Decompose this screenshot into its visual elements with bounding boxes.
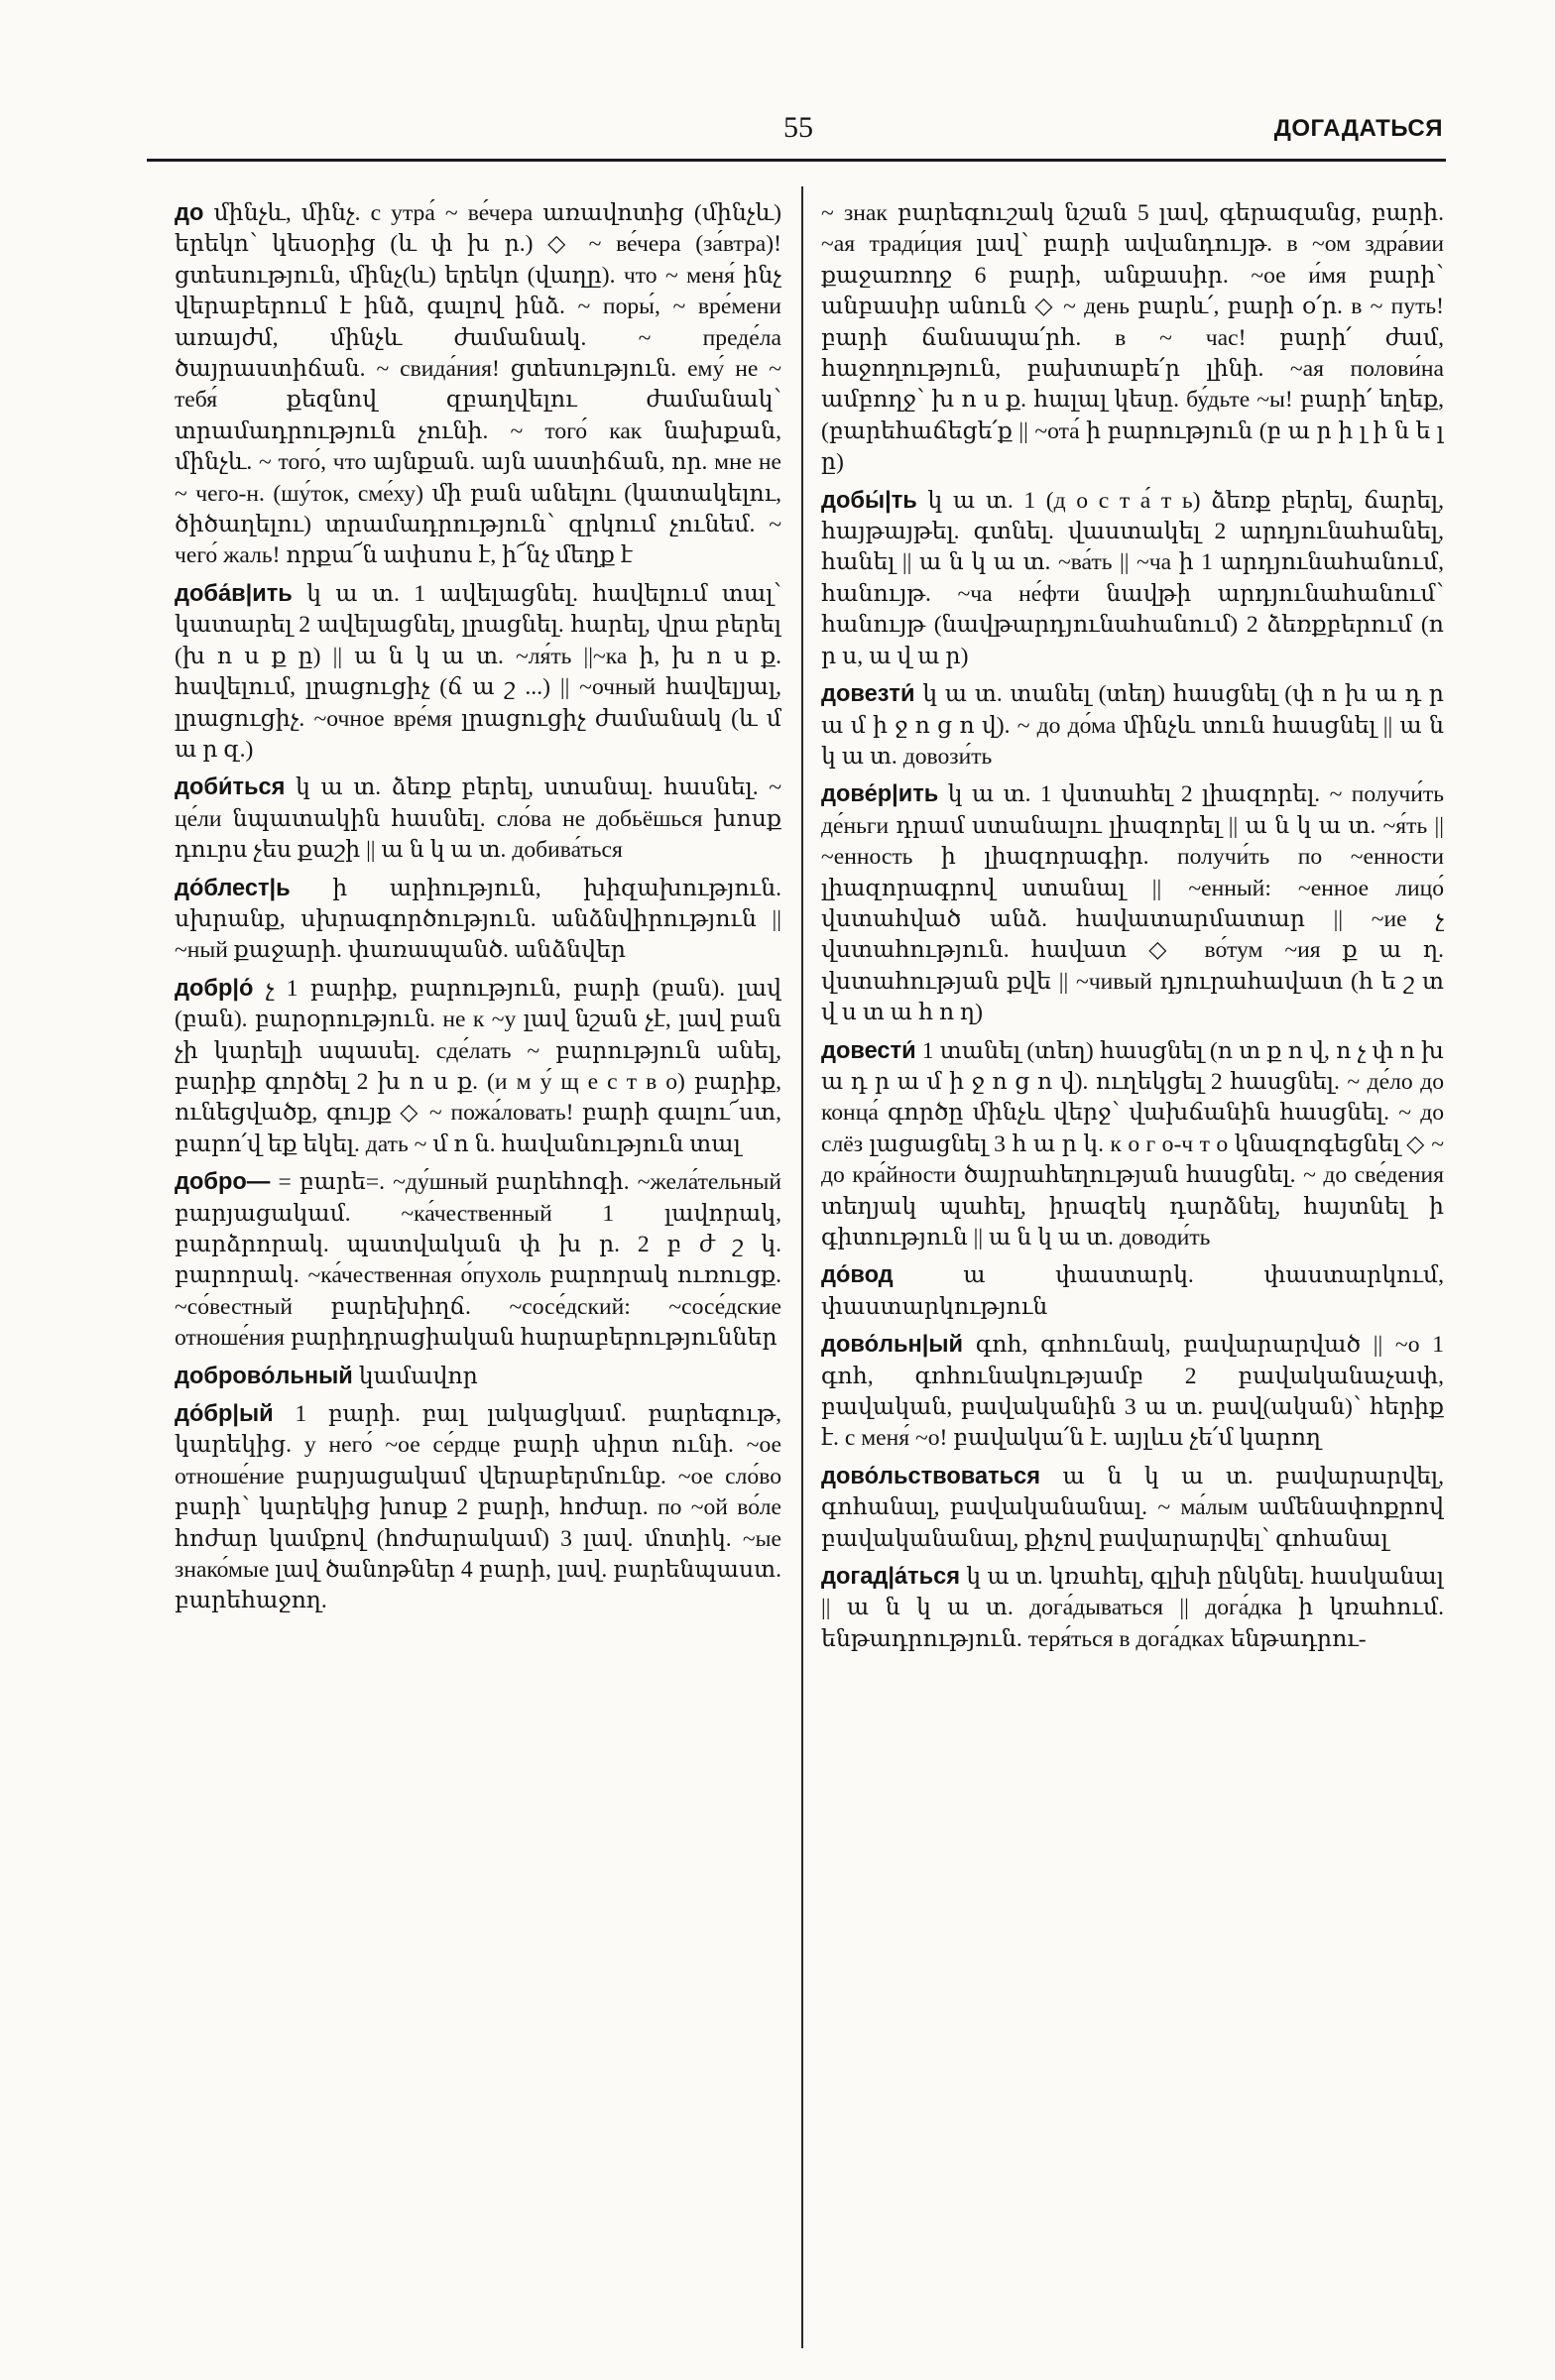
entry-headword: до́бр|ый — [175, 1401, 274, 1428]
dictionary-entry — [821, 1562, 1444, 1655]
left-column — [175, 198, 781, 2360]
entry-definition: կ ա տ. 1 ավելացնել. հավելում տալ՝ կատարել 2 ավելացնել, լրացնել. հարել, վրա բերել (խ ո ս ք ը) || ա ն կ ա տ. ~ля́ть ||~ка ի, խ ո ս ք. հավելում, լրացուցիչ (ճ ա շ ...) || ~очный հավելյալ, լրացուցիչ. ~очное вре́мя լրացուցիչ ժամանակ (և մ ա ր զ.) — [175, 580, 781, 763]
entry-definition: 1 տանել (տեղ) հասցնել (ո տ ք ո վ, ո չ փ ո խ ա դ ր ա մ ի ջ ո ց ո վ). ուղեկցել 2 հասցնել. ~ де́ло до конца́ գործը մինչև վերջ՝ վախճանին հասցնել. ~ до слёз լացացնել 3 հ ա ր կ. к о г о-ч т о կնազոգեցնել ◇ ~ до кра́йности ծայրահեղության հասցնել. ~ до све́дения տեղյակ պահել, իրազեկ դարձնել, հայտնել ի գիտություն || ա ն կ ա տ. доводи́ть — [821, 1037, 1444, 1250]
page-header — [0, 111, 1555, 155]
entry-headword: до́вод — [821, 1262, 894, 1289]
entry-headword: дово́льствоваться — [821, 1463, 1041, 1489]
entry-definition: = բարե=. ~ду́шный բարեհոգի. ~жела́тельный բարյացակամ. ~ка́чественный 1 լավորակ, բարձրորակ. պատվական փ խ ր. 2 բ ժ շ կ. բարորակ. ~ка́чественная о́пухоль բարորակ ուռուցք. ~со́вестный բարեխիղճ. ~сосе́дский: ~сосе́дские отноше́ния բարիդրացիական հարաբերություններ — [175, 1169, 781, 1352]
column-divider — [801, 186, 803, 2348]
entry-headword: доба́в|ить — [175, 580, 293, 607]
running-head: ДОГАДАТЬСЯ — [1273, 115, 1443, 142]
entry-headword: добы́|ть — [821, 487, 917, 514]
right-column — [821, 198, 1444, 2360]
dictionary-entry — [821, 1036, 1444, 1254]
entry-definition: կամավոր — [358, 1363, 478, 1389]
dictionary-entry — [175, 579, 781, 766]
entry-definition: ա ն կ ա տ. բավարարվել, գոհանալ, բավականանալ. ~ ма́лым ամենափոքրով բավականանալ, քիչով բավարարվել՝ գոհանալ — [821, 1463, 1444, 1552]
dictionary-entry — [821, 486, 1444, 672]
entry-headword: до — [175, 200, 204, 226]
entry-definition: ի արիություն, խիզախություն. սխրանք, սխրագործություն. անձնվիրություն || ~ный քաջարի. փառապանծ. անձնվեր — [175, 875, 781, 964]
entry-headword: догад|а́ться — [821, 1564, 960, 1591]
dictionary-entry — [175, 1167, 781, 1354]
dictionary-entry — [175, 773, 781, 866]
entry-headword: доброво́льный — [175, 1363, 353, 1389]
entry-headword: дове́р|ить — [821, 781, 939, 808]
page-number: 55 — [783, 111, 813, 144]
dictionary-entry — [821, 198, 1444, 479]
entry-definition: կ ա տ. կռահել, գլխի ընկնել. հասկանալ || ա ն կ ա տ. дога́дываться || дога́дка ի կռահում. ենթադրություն. теря́ться в дога́дках ենթադրու- — [821, 1564, 1444, 1652]
dictionary-entry — [175, 1362, 781, 1392]
entry-definition: 1 բարի. բալ լակացկամ. բարեգութ, կարեկից. у него́ ~ое се́рдце բարի սիրտ ունի. ~ое отноше́ние բարյացակամ վերաբերմունք. ~ое сло́во բարի՝ կարեկից խոսք 2 բարի, հոժար. по ~ой во́ле հոժար կամքով (հոժարակամ) 3 լավ. մոտիկ. ~ые знако́мые լավ ծանոթներ 4 բարի, լավ. բարենպաստ. բարեհաջող. — [175, 1401, 781, 1614]
entry-definition: կ ա տ. 1 վստահել 2 լիազորել. ~ получи́ть де́ньги դրամ ստանալու լիազորել || ա ն կ ա տ. ~я́ть || ~енность ի լիազորագիր. получи́ть по ~енности լիազորագրով ստանալ || ~енный: ~енное лицо́ վստահված անձ. հավատարմատար || ~ие չ վստահություն. հավատ ◇ во́тум ~ия ք ա ղ. վստահության քվե || ~чивый դյուրահավատ (հ ե շ տ վ ս տ ա հ ո ղ) — [821, 781, 1444, 1026]
entry-headword: добр|о́ — [175, 975, 254, 1002]
entry-headword: добро— — [175, 1169, 271, 1196]
entry-headword: довести́ — [821, 1037, 916, 1064]
entry-definition: կ ա տ. 1 (д о с т а́ т ь) ձեռք բերել, ճարել, հայթայթել. գտնել. վաստակել 2 արդյունահանել, հանել || ա ն կ ա տ. ~ва́ть || ~ча ի 1 արդյունահանում, հանույթ. ~ча не́фти նավթի արդյունահանում՝ հանույթ (նավթարդյունահանում) 2 ձեռքբերում (ո ր ս, ա վ ա ր) — [821, 487, 1444, 669]
dictionary-entry — [175, 874, 781, 967]
entry-definition: գոհ, գոհունակ, բավարարված || ~о 1 գոհ, գոհունակությամբ 2 բավականաչափ, բավական, բավականին 3 ա տ. բավ(ական)՝ հերիք է. с меня́ ~о! բավակա՛ն է. այլևս չե՛մ կարող — [821, 1332, 1444, 1452]
entry-definition: կ ա տ. տանել (տեղ) հասցնել (փ ո խ ա դ ր ա մ ի ջ ո ց ո վ). ~ до до́ма մինչև տուն հասցնել || ա ն կ ա տ. довози́ть — [821, 681, 1444, 770]
dictionary-entry — [821, 1462, 1444, 1555]
dictionary-entry — [821, 1330, 1444, 1455]
entry-definition: ~ знак բարեգուշակ նշան 5 լավ, գերազանց, բարի. ~ая тради́ция լավ՝ բարի ավանդույթ. в ~ом здра́вии քաջառողջ 6 բարի, անքասիր. ~ое и́мя բարի՝ անբասիր անուն ◇ ~ день բարև՛, բարի օ՛ր. в ~ путь! բարի ճանապա՛րհ. в ~ час! բարի՛ ժամ, հաջողություն, բախտաբե՛ր լինի. ~ая полови́на ամբողջ՝ խ ո ս ք. հալալ կեսը. бу́дьте ~ы! բարի՛ եղեք, (բարեհաճեցե՛ք || ~ота́ ի բարություն (բ ա ր ի լ ի ն ե լ ը) — [821, 200, 1444, 476]
dictionary-entry — [175, 974, 781, 1160]
dictionary-entry — [175, 198, 781, 572]
dictionary-entry — [821, 779, 1444, 1028]
dictionary-entry — [821, 1260, 1444, 1323]
entry-definition: կ ա տ. ձեռք բերել, ստանալ. հասնել. ~ це́ли նպատակին հասնել. сло́ва не добьёшься խոսք դուրս չես քաշի || ա ն կ ա տ. добива́ться — [175, 774, 781, 864]
entry-headword: дово́льн|ый — [821, 1332, 963, 1359]
entry-definition: չ 1 բարիք, բարություն, բարի (բան). լավ (բան). բարօրություն. не к ~у լավ նշան չէ, լավ բան չի կարելի սպասել. сде́лать ~ բարություն անել, բարիք գործել 2 խ ո ս ք. (и м у́ щ е с т в о) բարիք, ունեցվածք, գույք ◇ ~ пожа́ловать! բարի գալու՜ստ, բարո՛վ եք եկել. дать ~ մ ո ն. հավանություն տալ — [175, 975, 781, 1157]
entry-definition: ա փաստարկ. փաստարկում, փաստարկություն — [821, 1262, 1444, 1320]
entry-headword: до́блест|ь — [175, 875, 291, 901]
entry-headword: довезти́ — [821, 681, 915, 708]
header-rule — [147, 159, 1446, 162]
dictionary-entry — [821, 679, 1444, 773]
entry-definition: մինչև, մինչ. с утра́ ~ ве́чера առավոտից (մինչև) երեկո՝ կեսօրից (և փ խ ր.) ◇ ~ ве́чера (за́втра)! ցտեսություն, մինչ(և) երեկո (վաղը). что ~ меня́ ինչ վերաբերում է ինձ, գալով ինձ. ~ поры́, ~ вре́мени առայժմ, մինչև ժամանակ. ~ преде́ла ծայրաստիճան. ~ свида́ния! ցտեսություն. ему́ не ~ тебя́ քեզնով զբաղվելու ժամանակ՝ տրամադրություն չունի. ~ того́ как նախքան, մինչև. ~ того́, что այնքան. այն աստիճան, որ. мне не ~ чего-н. (шу́ток, сме́ху) մի բան անելու (կատակելու, ծիծաղելու) տրամադրություն՝ զրկում չունեմ. ~ чего́ жаль! որքա՜ն ափսոս է, ի՜նչ մեղք է — [175, 200, 781, 569]
dictionary-entry — [175, 1399, 781, 1617]
entry-headword: доби́ться — [175, 774, 286, 801]
